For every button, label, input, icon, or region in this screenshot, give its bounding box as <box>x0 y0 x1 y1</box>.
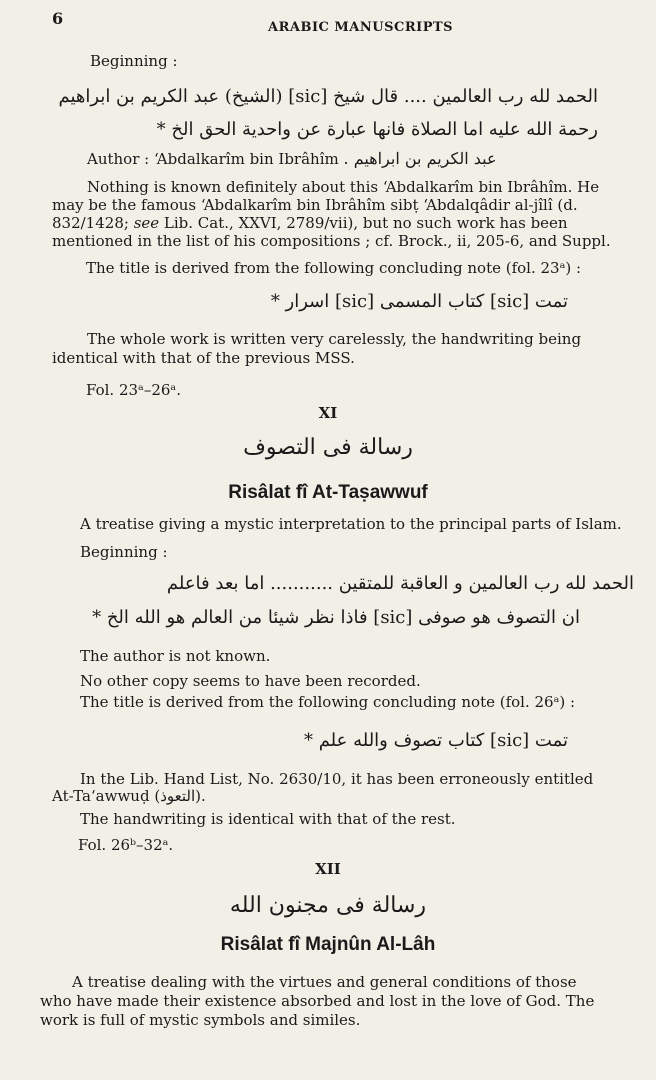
beginning-label: Beginning : <box>80 543 168 561</box>
paragraph-line: work is full of mystic symbols and similes. <box>40 1011 361 1029</box>
paragraph-line: 832/1428; see Lib. Cat., XXVI, 2789/vii), but no such work has been <box>52 214 568 232</box>
folio-range: Fol. 23ᵃ–26ᵃ. <box>86 381 181 399</box>
section-title: Risâlat fî At-Taṣawwuf <box>228 482 428 503</box>
arabic-beginning-line-2: رحمة الله عليه اما الصلاة فانها عبارة عن واحدية الحق الخ * <box>156 119 598 140</box>
paragraph-line: Nothing is known definitely about this ‘Abdalkarîm bin Ibrâhîm. He <box>87 178 600 196</box>
title-note: The title is derived from the following concluding note (fol. 26ᵃ) : <box>80 693 576 711</box>
beginning-label: Beginning : <box>90 52 178 70</box>
arabic-concluding-note: تمت [sic] كتاب المسمى [sic] اسرار * <box>270 291 568 312</box>
author-arabic: عبد الكريم بن ابراهيم . <box>343 149 497 168</box>
paragraph-line: No other copy seems to have been recorded. <box>80 672 421 690</box>
description: A treatise giving a mystic interpretation to the principal parts of Islam. <box>80 515 622 533</box>
arabic-beginning-line-1: الحمد لله رب العالمين و العاقبة للمتقين ........... اما بعد فاعلم <box>166 573 634 594</box>
arabic-beginning-line-2: ان التصوف هو صوفى [sic] فاذا نظر شيئا من العالم هو الله الخ * <box>92 607 580 628</box>
paragraph-line: who have made their existence absorbed and lost in the love of God. The <box>40 992 595 1010</box>
folio-range: Fol. 26ᵇ–32ᵃ. <box>78 836 174 854</box>
paragraph-line: The whole work is written very carelessly, the handwriting being <box>87 330 582 348</box>
arabic-beginning-line-1: الحمد لله رب العالمين .... قال شيخ [sic] (الشيخ) عبد الكريم بن ابراهيم <box>58 86 598 107</box>
author-line <box>87 150 497 168</box>
arabic-title: رسالة فى التصوف <box>243 435 413 460</box>
running-title: ARABIC MANUSCRIPTS <box>268 20 454 35</box>
paragraph-line: At-Ta‘awwuḍ (التعوذ). <box>52 787 206 805</box>
arabic-concluding-note: تمت [sic] كتاب تصوف والله علم * <box>303 730 568 751</box>
title-note: The title is derived from the following concluding note (fol. 23ᵃ) : <box>86 259 582 277</box>
paragraph-line: The handwriting is identical with that of the rest. <box>80 810 456 828</box>
section-title: Risâlat fî Majnûn Al-Lâh <box>220 934 436 955</box>
paragraph-line: In the Lib. Hand List, No. 2630/10, it has been erroneously entitled <box>80 770 594 788</box>
paragraph-line: mentioned in the list of his compositions ; cf. Brock., ii, 205-6, and Suppl. <box>52 232 611 250</box>
author-label: Author : ‘Abdalkarîm bin Ibrâhîm <box>87 150 339 168</box>
paragraph-line: The author is not known. <box>80 647 271 665</box>
paragraph-line: identical with that of the previous MSS. <box>52 349 355 367</box>
section-numeral: XII <box>315 860 341 878</box>
section-numeral: XI <box>318 404 338 422</box>
page-number: 6 <box>52 9 64 28</box>
paragraph-line: A treatise dealing with the virtues and general conditions of those <box>72 973 577 991</box>
paragraph-line: may be the famous ‘Abdalkarîm bin Ibrâhîm sibṭ ‘Abdalqâdir al-jîlî (d. <box>52 196 578 214</box>
arabic-title: رسالة فى مجنون الله <box>229 893 427 918</box>
